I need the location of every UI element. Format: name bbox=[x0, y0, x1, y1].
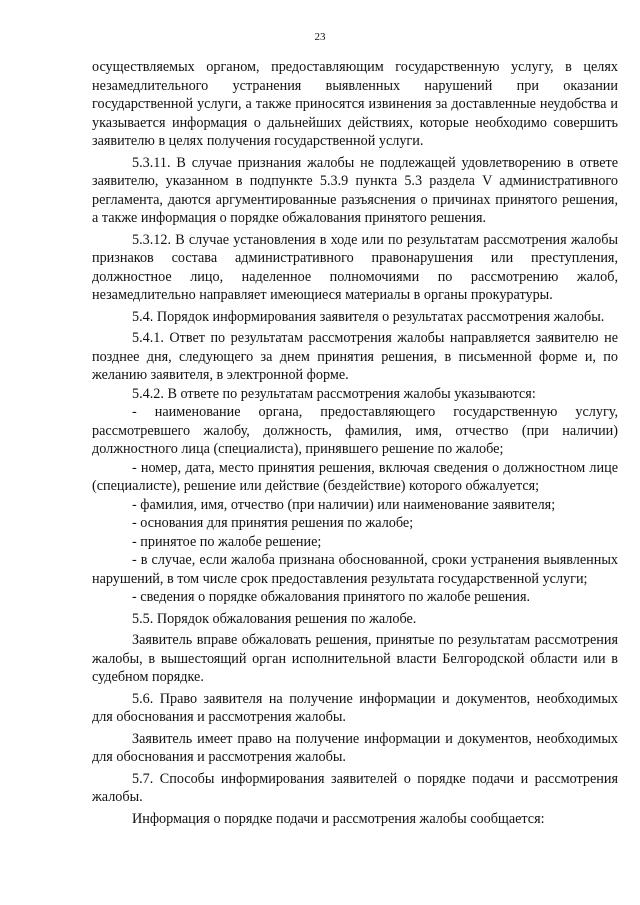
paragraph-5-5: 5.5. Порядок обжалования решения по жалобе. bbox=[132, 610, 417, 627]
list-item-applicant-name: - фамилия, имя, отчество (при наличии) или наименование заявителя; bbox=[132, 496, 556, 513]
paragraph-5-7: 5.7. Способы информирования заявителей о порядке подачи и рассмотрения жалобы. bbox=[92, 770, 618, 805]
list-item-decision-details: - номер, дата, место принятия решения, включая сведения о должностном лице (специалисте), решение или действие (бездействие) которого обжалуется; bbox=[92, 459, 618, 494]
list-item-deadlines: - в случае, если жалоба признана обоснованной, сроки устранения выявленных нарушений, в том числе срок предоставления результата государственной услуги; bbox=[92, 552, 618, 587]
list-item-decision: - принятое по жалобе решение; bbox=[132, 533, 322, 550]
paragraph-appeal-right: Заявитель вправе обжаловать решения, принятые по результатам рассмотрения жалобы, в вышестоящий орган исполнительной власти Белгородской области или в судебном порядке. bbox=[92, 632, 618, 685]
paragraph-info-order: Информация о порядке подачи и рассмотрения жалобы сообщается: bbox=[132, 810, 545, 827]
paragraph-5-4-2: 5.4.2. В ответе по результатам рассмотрения жалобы указываются: bbox=[132, 385, 536, 402]
paragraph-5-4-1: 5.4.1. Ответ по результатам рассмотрения жалобы направляется заявителю не позднее дня, следующего за днем принятия решения, в письменной форме и, по желанию заявителя, в электронной форме. bbox=[92, 330, 618, 383]
paragraph-info-right: Заявитель имеет право на получение информации и документов, необходимых для обоснования и рассмотрения жалобы. bbox=[92, 730, 618, 765]
paragraph-continuation: осуществляемых органом, предоставляющим государственную услугу, в целях незамедлительного устранения выявленных нарушений при оказании государственной услуги, а также приносятся извинения за доставленные неудобства и указывается информация о дальнейших действиях, которые необходимо совершить заявителю в целях получения государственной услуги. bbox=[92, 59, 618, 149]
paragraph-5-3-12: 5.3.12. В случае установления в ходе или по результатам рассмотрения жалобы признаков состава административного правонарушения или преступления, должностное лицо, наделенное полномочиями по рассмотрению жалоб, незамедлительно направляет имеющиеся материалы в органы прокуратуры. bbox=[92, 231, 618, 303]
document-body bbox=[92, 58, 618, 828]
list-item-organ-name: - наименование органа, предоставляющего государственную услугу, рассмотревшего жалобу, должность, фамилия, имя, отчество (при наличии) должностного лица (специалиста), принявшего решение по жалобе; bbox=[92, 404, 618, 457]
paragraph-5-3-11: 5.3.11. В случае признания жалобы не подлежащей удовлетворению в ответе заявителю, указанном в подпункте 5.3.9 пункта 5.3 раздела V административного регламента, даются аргументированные разъяснения о причинах принятого решения, а также информация о порядке обжалования принятого решения. bbox=[92, 154, 618, 226]
page-number: 23 bbox=[314, 31, 326, 43]
paragraph-5-4: 5.4. Порядок информирования заявителя о результатах рассмотрения жалобы. bbox=[132, 308, 605, 325]
list-item-appeal-info: - сведения о порядке обжалования принятого по жалобе решения. bbox=[132, 589, 531, 605]
list-item-grounds: - основания для принятия решения по жалобе; bbox=[132, 515, 414, 531]
paragraph-5-6: 5.6. Право заявителя на получение информации и документов, необходимых для обоснования и рассмотрения жалобы. bbox=[92, 690, 618, 725]
